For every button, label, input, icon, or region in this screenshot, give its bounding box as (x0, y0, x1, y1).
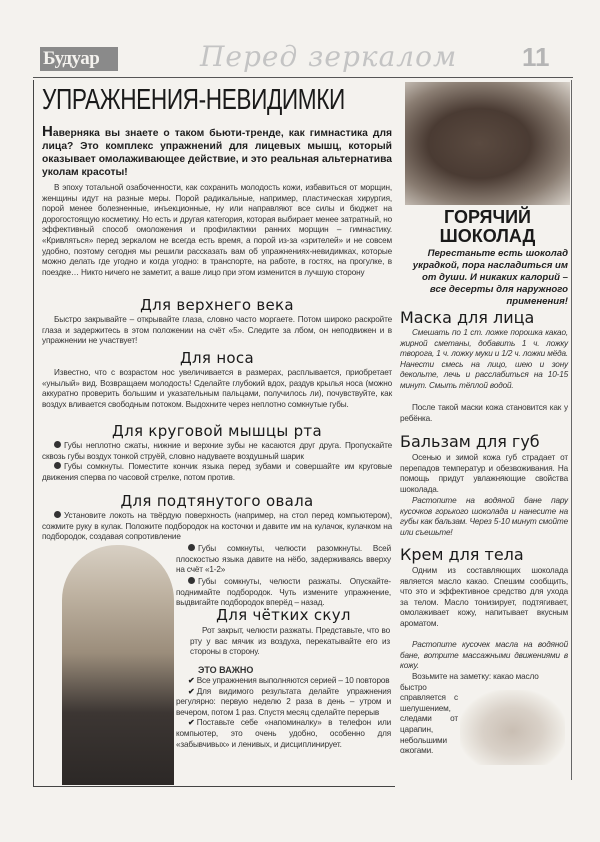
cream-recipe: Растопите кусочек масла на водяной бане, вотрите массажными движениями в кожу. (400, 640, 568, 671)
bullet-icon (54, 462, 61, 469)
bullet-icon (188, 577, 195, 584)
section-heading: Для носа (180, 349, 254, 367)
bullet-icon (188, 544, 195, 551)
article-title: УПРАЖНЕНИЯ-НЕВИДИМКИ (42, 84, 345, 116)
cream-note: Возьмите на заметку: какао масло быстро справляется с шелушением, следами от царапин, небольшими ожогами. (400, 672, 539, 756)
balm-text: Осенью и зимой кожа губ страдает от перепадов температур и обезвоживания. На помощь придут увлажняющие свойства шоколада. (400, 453, 568, 494)
important-item: ✔ Для видимого результата делайте упражнения регулярно: первую неделю 2 раза в день – утром и вечером, потом 1 раз. Спустя месяц сделайте перерыв (176, 686, 391, 717)
section-text: Быстро закрывайте – открывайте глаза, словно часто моргаете. Потом широко раскройте глаза и задержитесь в этом положении на счёт «5». Следите за лбом, он неподвижен и в упражнении не участвует! (42, 315, 392, 346)
important-item: ✔ Поставьте себе «напоминалку» в телефон или компьютер, это очень удобно, особенно для «забывчивых» и ленивых, и дисциплинирует. (176, 718, 391, 749)
cream-heading: Крем для тела (400, 545, 524, 564)
woman-photo (62, 545, 174, 785)
bullet-item: Губы неплотно сжаты, нижние и верхние зубы не касаются друг друга. Пропускайте сквозь губы воздух тонкой струёй, словно надуваете воздушный шарик (42, 441, 392, 461)
important-heading: ЭТО ВАЖНО (198, 665, 254, 675)
bullet-item: Установите локоть на твёрдую поверхность (например, на стол перед компьютером), сожмите руку в кулак. Положите подбородок на косточки и давите им на кулачок, кулачком на подбородок, создавая сопротивление (42, 511, 392, 542)
lead-text: аверняка вы знаете о таком бьюти-тренде, как гимнастика для лица? Это комплекс упражнений для лицевых мышц, который оказывает омолаживающее действие, и это реальная альтернатива уколам красоты! (42, 128, 392, 178)
section-rubric: Перед зеркалом (200, 40, 458, 73)
bullet-icon (54, 441, 61, 448)
bullet-item: Губы сомкнуты, челюсти разжаты. Опускайте-поднимайте подбородок. Чуть измените упражнение, выдвигайте подбородок вперёд – назад. (176, 577, 391, 608)
mask-note: После такой маски кожа становится как у ребёнка. (400, 403, 568, 423)
bullet-icon (54, 511, 61, 518)
bullet-item: Губы сомкнуты, челюсти разомкнуты. Всей плоскостью языка давите на нёбо, задерживаясь вверху на счёт «1-2» (176, 544, 391, 575)
bullet-item: Губы сомкнуты. Поместите кончик языка перед зубами и совершайте им круговые движения сперва по часовой стрелке, потом против. (42, 462, 392, 482)
mask-heading: Маска для лица (400, 308, 535, 327)
drop-cap: Н (42, 123, 53, 140)
newspaper-logo: Будуар (40, 47, 118, 71)
section-heading: Для круговой мышцы рта (112, 422, 322, 440)
cream-text: Одним из составляющих шоколада является масло какао. Спешим сообщить, что это и эффективное средство для ухода за телом. Масло тонизирует, подтягивает, омолаживает кожу, напитывает вкусным ароматом. (400, 566, 568, 628)
section-text: Известно, что с возрастом нос увеличивается в размерах, расплывается, приобретает «унылый» вид. Возвращаем молодость! Сделайте глубокий вдох, раздув крылья носа (можно аккуратно проверить большим и указательным пальцами, получилось ли), почувствуйте, как воздух вливается свободным потоком. Выдохните через неплотно сомкнутые губы. (42, 368, 392, 409)
section-heading: Для подтянутого овала (120, 492, 314, 510)
bullet-list (42, 441, 392, 483)
mask-recipe: Смешать по 1 ст. ложке порошка какао, жирной сметаны, добавить 1 ч. ложку творога, 1 ч. ложку муки и 1/2 ч. ложки мёда. Нанести смесь на лицо, шею и зону декольте, лечь и расслабиться на 10-15 минут. Смыть тёплой водой. (400, 328, 568, 390)
sidebar-title: ГОРЯЧИЙ ШОКОЛАД (439, 207, 536, 246)
chocolate-mask-photo (405, 82, 570, 205)
sidebar-lead: Перестаньте есть шоколад украдкой, пора насладиться им от души. И никаких калорий – все десерты для наружного применения! (412, 248, 568, 307)
intro-paragraph: В эпоху тотальной озабоченности, как сохранить молодость кожи, избавиться от морщин, женщины идут на разные меры. Порой радикальные, например, пластическая хирургия, порой менее болезненные, инъекционные, ну или направляют все силы и бюджет на дорогостоящую косметику. Но есть и другая категория, которая выбирает менее затратный, но эффективный способ омоложения и профилактики ранних морщин – гимнастику. «Кривляться» перед зеркалом не всегда есть время, а порой из-за «зрителей» и не совсем удобно, поэтому сегодня мы решили рассказать вам об упражнениях-невидимках, которые можно делать где угодно и когда угодно: в транспорте, на работе, в гостях, на прогулке, в поездке… Никто ничего не заметит, а ваше лицо при этом изменится в лучшую сторону (42, 183, 392, 277)
section-heading: Для чётких скул (216, 606, 351, 624)
balm-heading: Бальзам для губ (400, 432, 540, 451)
header-divider (33, 77, 573, 78)
important-list (176, 676, 391, 750)
checkmark-icon: ✔ (188, 718, 195, 728)
balm-recipe: Растопите на водяной бане пару кусочков горького шоколада и нанесите на губы как бальзам. Через 5-10 минут смойте или съешьте! (400, 496, 568, 537)
checkmark-icon: ✔ (188, 676, 195, 685)
checkmark-icon: ✔ (188, 686, 195, 696)
page-number: 11 (522, 42, 550, 72)
article-lead (42, 125, 392, 179)
section-heading: Для верхнего века (140, 296, 294, 314)
section-text: Рот закрыт, челюсти разжаты. Представьте, что во рту у вас мячик из воздуха, перекатывайте его из стороны в сторону. (190, 626, 390, 657)
important-item: ✔ Все упражнения выполняются серией – 10 повторов (188, 676, 390, 685)
